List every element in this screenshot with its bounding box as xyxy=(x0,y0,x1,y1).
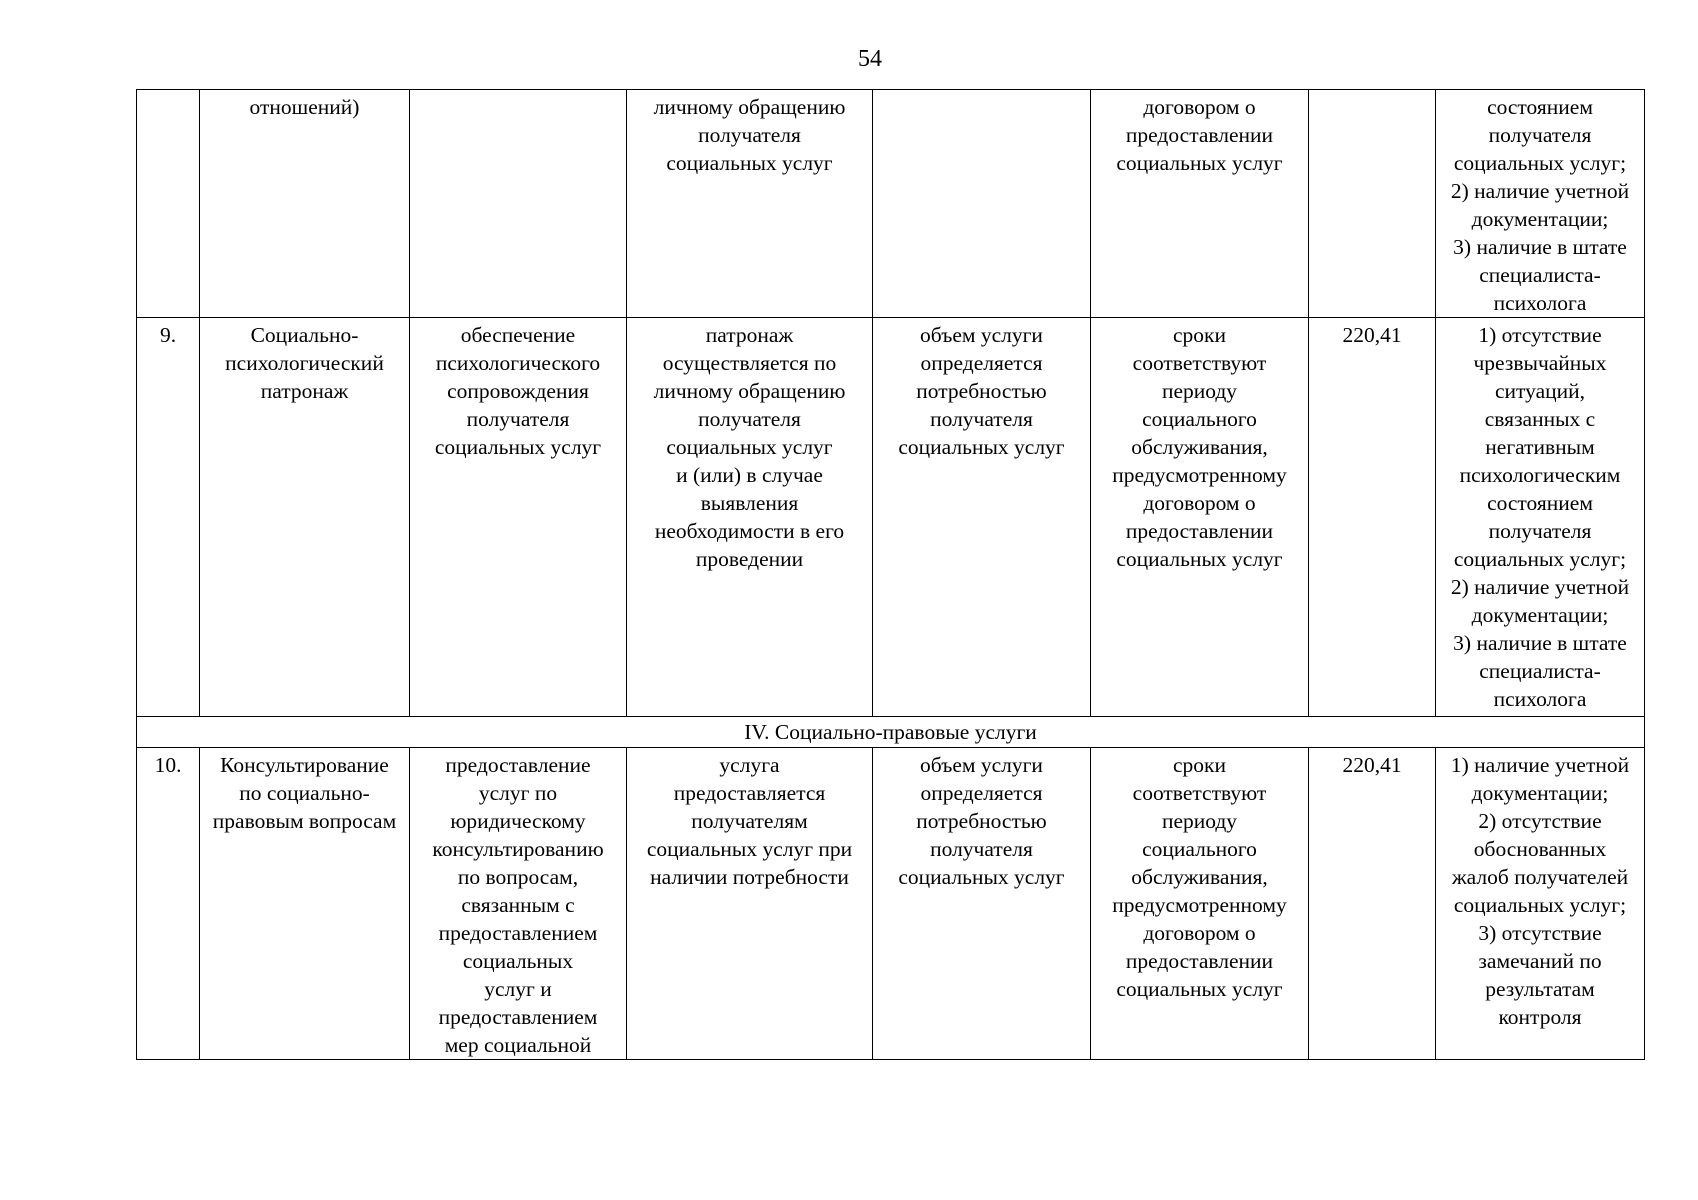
table-row xyxy=(137,90,1645,318)
section-title: IV. Социально-правовые услуги xyxy=(137,717,1645,748)
service-quality: 1) отсутствие чрезвычайных ситуаций, связанных с негативным психологическим состоянием получателя социальных услуг; 2) наличие учетной документации; 3) наличие в штате специалиста- психолога xyxy=(1436,318,1645,717)
service-volume xyxy=(873,90,1091,318)
service-price: 220,41 xyxy=(1309,748,1436,1060)
service-procedure: патронаж осуществляется по личному обращению получателя социальных услуг и (или) в случае выявления необходимости в его проведении xyxy=(627,318,873,717)
row-number: 9. xyxy=(137,318,200,717)
service-volume: объем услуги определяется потребностью получателя социальных услуг xyxy=(873,318,1091,717)
service-terms: сроки соответствуют периоду социального обслуживания, предусмотренному договором о предоставлении социальных услуг xyxy=(1091,748,1309,1060)
page-number: 54 xyxy=(858,46,882,72)
service-quality: 1) наличие учетной документации; 2) отсутствие обоснованных жалоб получателей социальных услуг; 3) отсутствие замечаний по результатам контроля xyxy=(1436,748,1645,1060)
service-procedure: услуга предоставляется получателям социальных услуг при наличии потребности xyxy=(627,748,873,1060)
service-price xyxy=(1309,90,1436,318)
service-name: Социально- психологический патронаж xyxy=(200,318,410,717)
service-name: отношений) xyxy=(200,90,410,318)
service-content xyxy=(410,90,627,318)
table-row xyxy=(137,318,1645,717)
service-volume: объем услуги определяется потребностью получателя социальных услуг xyxy=(873,748,1091,1060)
row-number: 10. xyxy=(137,748,200,1060)
service-terms: договором о предоставлении социальных услуг xyxy=(1091,90,1309,318)
service-terms: сроки соответствуют периоду социального обслуживания, предусмотренному договором о предоставлении социальных услуг xyxy=(1091,318,1309,717)
table-row xyxy=(137,748,1645,1060)
section-row xyxy=(137,717,1645,748)
service-price: 220,41 xyxy=(1309,318,1436,717)
row-number xyxy=(137,90,200,318)
service-name: Консультирование по социально- правовым вопросам xyxy=(200,748,410,1060)
service-procedure: личному обращению получателя социальных услуг xyxy=(627,90,873,318)
services-table xyxy=(136,89,1645,1060)
service-content: предоставление услуг по юридическому консультированию по вопросам, связанным с предоставлением социальных услуг и предоставлением мер социальной xyxy=(410,748,627,1060)
service-quality: состоянием получателя социальных услуг; 2) наличие учетной документации; 3) наличие в штате специалиста- психолога xyxy=(1436,90,1645,318)
service-content: обеспечение психологического сопровождения получателя социальных услуг xyxy=(410,318,627,717)
